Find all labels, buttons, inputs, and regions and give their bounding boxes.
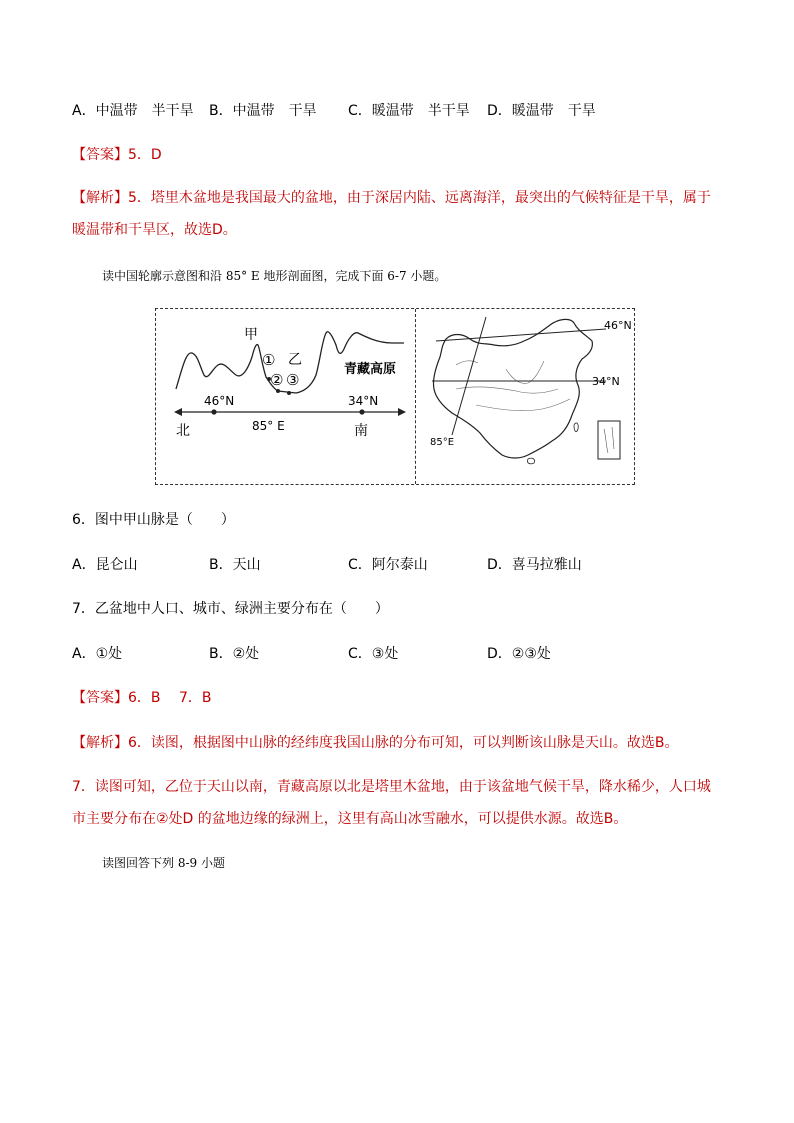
figure-box <box>155 308 635 485</box>
point-46n <box>211 409 216 414</box>
intro-6-7: 读中国轮廓示意图和沿 85° E 地形剖面图，完成下面 6-7 小题。 <box>102 269 447 283</box>
label-yi: 乙 <box>288 352 302 368</box>
inner-boundary-1 <box>456 387 558 393</box>
q6-option-a: A．昆仑山 <box>72 557 138 573</box>
label-meridian: 85° E <box>252 419 285 433</box>
label-north: 北 <box>176 423 190 439</box>
analysis-6 <box>72 733 679 753</box>
inner-boundary-4 <box>456 361 478 365</box>
label-lat-34: 34°N <box>348 394 379 408</box>
analysis-text: 5．塔里木盆地是我国最大的盆地，由于深居内陆、远离海洋，最突出的气候特征是干旱，属于暖温带和干旱区，故选D。 <box>72 190 711 238</box>
q5-option-c: C．暖温带 半干旱 <box>348 103 470 119</box>
answer-6-7 <box>72 688 211 708</box>
answer-tag: 【答案】 <box>72 147 128 163</box>
answer-text: 6．B 7．B <box>128 690 212 706</box>
analysis-5 <box>72 182 722 246</box>
label-circle-1: ① <box>262 351 276 369</box>
inset-detail <box>604 427 614 453</box>
arrow-right-head <box>398 408 406 416</box>
q6-option-b: B．天山 <box>209 557 261 573</box>
answer-text: 5．D <box>128 147 162 163</box>
label-jia: 甲 <box>244 327 258 343</box>
map-label-46n: 46°N <box>604 319 632 332</box>
inner-boundary-2 <box>476 399 570 411</box>
label-circle-3: ③ <box>286 371 300 389</box>
q5-option-b: B．中温带 干旱 <box>209 103 317 119</box>
answer-tag: 【答案】 <box>72 690 128 706</box>
label-south: 南 <box>354 423 368 439</box>
label-lat-46: 46°N <box>204 394 235 408</box>
q6-option-c: C．阿尔泰山 <box>348 557 428 573</box>
inner-boundary-3 <box>506 361 544 383</box>
q5-option-a: A．中温带 半干旱 <box>72 103 194 119</box>
china-outline-map <box>416 309 634 484</box>
answer-5 <box>72 145 162 165</box>
label-plateau: 青藏高原 <box>344 362 397 377</box>
point-34n <box>359 409 364 414</box>
terrain-profile <box>156 309 414 484</box>
q7-option-b: B．②处 <box>209 646 260 662</box>
point-2 <box>276 389 280 393</box>
arrow-left-head <box>174 408 182 416</box>
analysis-text: 6．读图，根据图中山脉的经纬度我国山脉的分布可知，可以判断该山脉是天山。故选B。 <box>128 735 679 751</box>
q5-option-d: D．暖温带 干旱 <box>487 103 596 119</box>
map-label-34n: 34°N <box>592 375 620 388</box>
point-3 <box>287 391 291 395</box>
label-circle-2: ② <box>270 371 284 389</box>
intro-8-9: 读图回答下列 8-9 小题 <box>102 856 225 870</box>
q7-option-c: C．③处 <box>348 646 399 662</box>
analysis-tag: 【解析】 <box>72 735 128 751</box>
hainan-island <box>527 458 534 464</box>
q6-stem: 6．图中甲山脉是（ ） <box>72 512 235 528</box>
taiwan-island <box>574 423 578 432</box>
q7-option-a: A．①处 <box>72 646 123 662</box>
analysis-7: 7．读图可知，乙位于天山以南，青藏高原以北是塔里木盆地，由于该盆地气候干旱，降水稀少，人口城市主要分布在②处D 的盆地边缘的绿洲上，这里有高山冰雪融水，可以提供水源。故选B。 <box>72 779 711 827</box>
map-label-85e: 85°E <box>430 437 455 448</box>
q6-option-d: D．喜马拉雅山 <box>487 557 582 573</box>
q7-option-d: D．②③处 <box>487 646 551 662</box>
q7-stem: 7．乙盆地中人口、城市、绿洲主要分布在（ ） <box>72 601 389 617</box>
south-china-sea-inset <box>598 421 620 459</box>
analysis-tag: 【解析】 <box>72 190 128 206</box>
